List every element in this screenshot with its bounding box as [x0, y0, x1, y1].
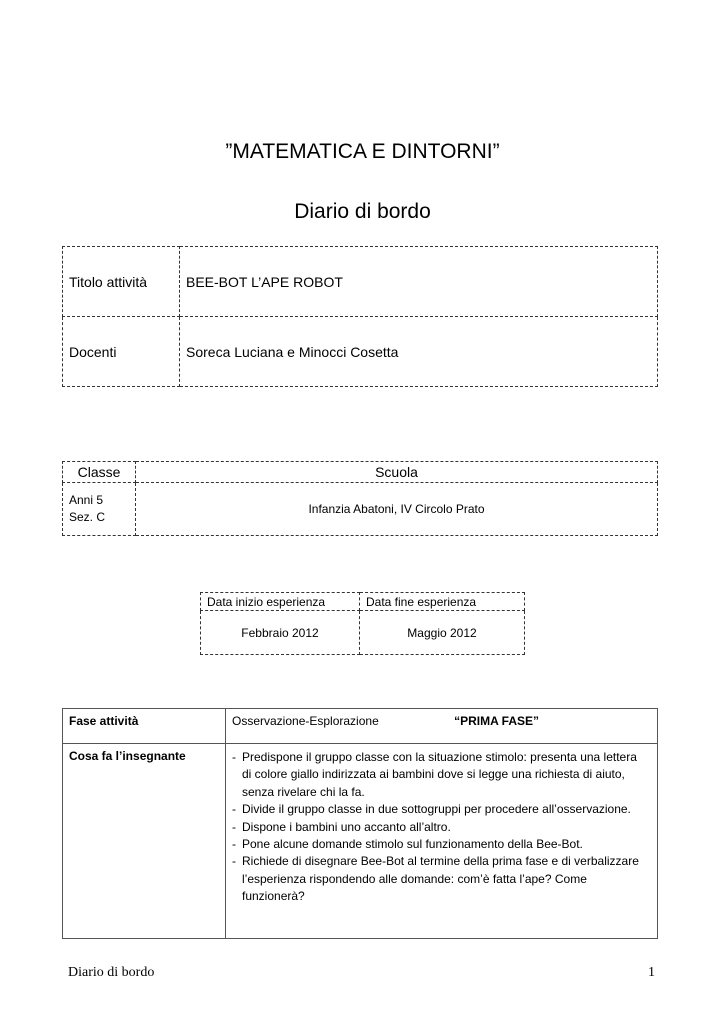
header-scuola: Scuola	[136, 462, 658, 483]
value-docenti: Soreca Luciana e Minocci Cosetta	[180, 317, 658, 387]
phase-table	[62, 708, 658, 939]
school-table	[62, 461, 658, 536]
class-section: Sez. C	[69, 510, 106, 524]
page-number: 1	[648, 965, 655, 980]
label-docenti: Docenti	[63, 317, 180, 387]
teacher-actions-list	[232, 749, 643, 906]
footer-title: Diario di bordo	[68, 965, 155, 980]
teacher-actions	[226, 744, 658, 939]
list-item: - Divide il gruppo classe in due sottogruppi per procedere all’osservazione.	[232, 801, 643, 818]
phase-label: Fase attività	[63, 709, 226, 744]
phase-name: “PRIMA FASE”	[454, 714, 539, 728]
main-title: ”MATEMATICA E DINTORNI”	[225, 140, 500, 163]
label-titolo: Titolo attività	[63, 247, 180, 317]
table-row	[63, 247, 658, 317]
end-date-value: Maggio 2012	[360, 611, 525, 655]
teacher-label: Cosa fa l’insegnante	[63, 744, 226, 939]
subtitle: Diario di bordo	[294, 200, 431, 223]
table-row	[63, 709, 658, 744]
phase-value: Osservazione-Esplorazione	[232, 714, 379, 728]
list-item: - Dispone i bambini uno accanto all’altro.	[232, 819, 643, 836]
info-table	[62, 246, 658, 387]
class-years: Anni 5	[69, 493, 104, 507]
list-item: - Pone alcune domande stimolo sul funzionamento della Bee-Bot.	[232, 836, 643, 853]
header-classe: Classe	[63, 462, 136, 483]
end-date-label: Data fine esperienza	[360, 593, 525, 611]
class-cell	[63, 483, 136, 536]
phase-cell	[226, 709, 658, 744]
list-item: - Predispone il gruppo classe con la situazione stimolo: presenta una lettera di colore giallo indirizzata ai bambini dove si legge una richiesta di aiuto, senza rivelare chi la fa.	[232, 749, 643, 801]
table-row	[201, 611, 525, 655]
list-item: - Richiede di disegnare Bee-Bot al termine della prima fase e di verbalizzare l’esperienza rispondendo alle domande: com’è fatta l’ape? Come funzionerà?	[232, 853, 643, 905]
table-row	[63, 744, 658, 939]
value-titolo: BEE-BOT L’APE ROBOT	[180, 247, 658, 317]
school-value: Infanzia Abatoni, IV Circolo Prato	[136, 483, 658, 536]
dates-table	[200, 592, 525, 655]
start-date-label: Data inizio esperienza	[201, 593, 360, 611]
table-row	[201, 593, 525, 611]
start-date-value: Febbraio 2012	[201, 611, 360, 655]
table-row	[63, 317, 658, 387]
table-row	[63, 462, 658, 483]
table-row	[63, 483, 658, 536]
